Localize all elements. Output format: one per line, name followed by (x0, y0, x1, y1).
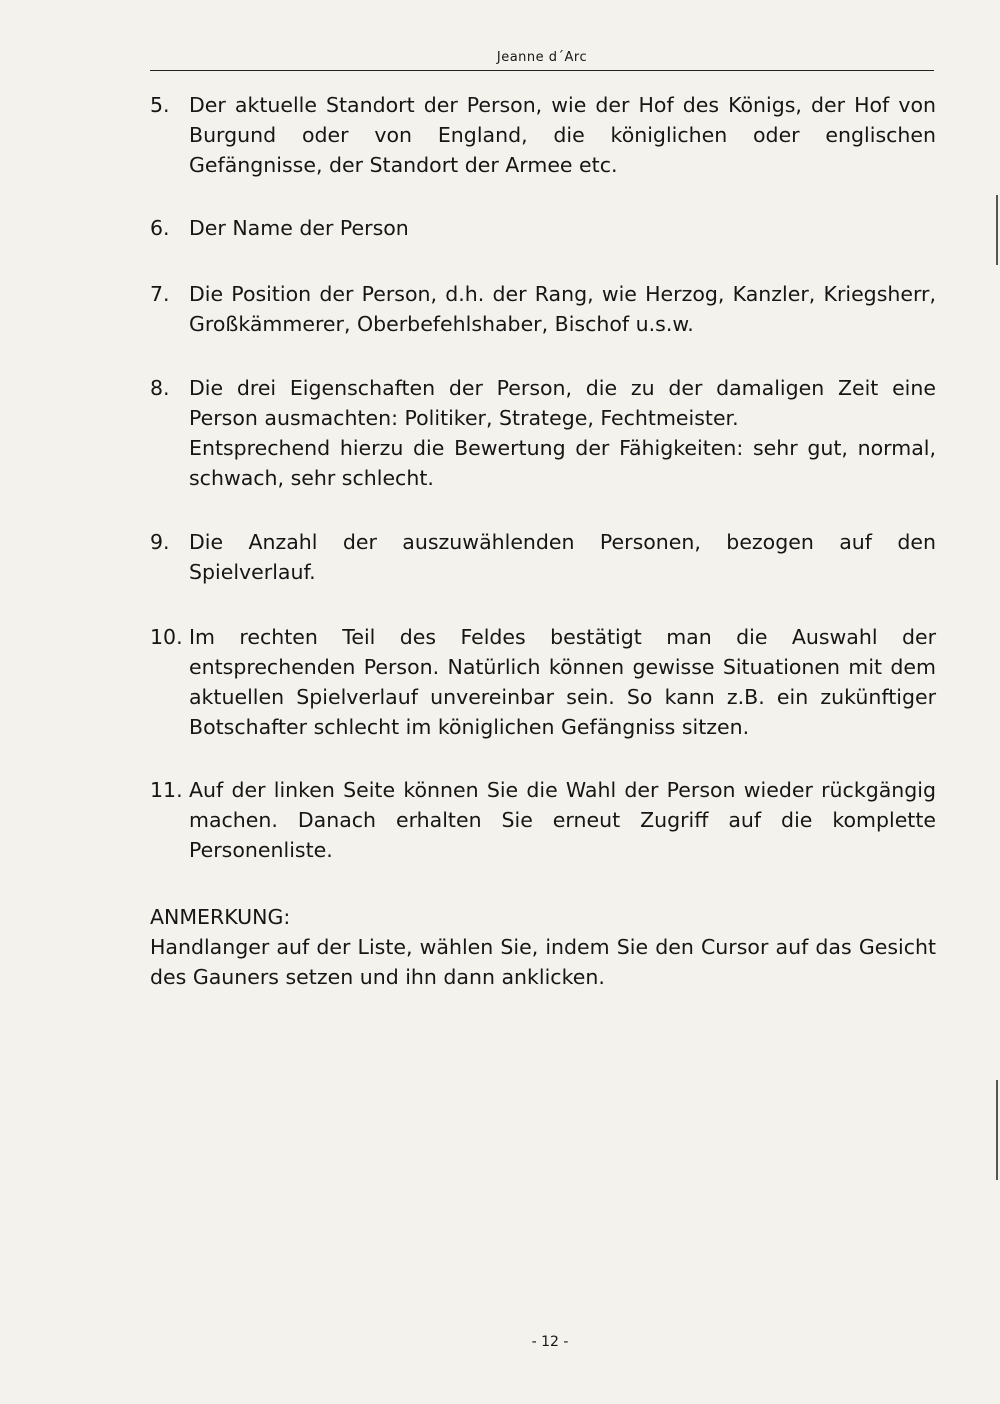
note-text: Handlanger auf der Liste, wählen Sie, indem Sie den Cursor auf das Gesicht des Gauners setzen und ihn dann anklicken. (150, 935, 936, 989)
item-text: Auf der linken Seite können Sie die Wahl der Person wieder rückgängig machen. Danach erhalten Sie erneut Zugriff auf die komplette Personenliste. (189, 778, 936, 862)
list-item-10 (150, 622, 936, 742)
page-number: - 12 - (531, 1334, 569, 1350)
item-text: Die Anzahl der auszuwählenden Personen, bezogen auf den Spielverlauf. (189, 530, 936, 584)
item-number: 9. (150, 530, 170, 554)
item-text: Der aktuelle Standort der Person, wie der Hof des Königs, der Hof von Burgund oder von England, die königlichen oder englischen Gefängnisse, der Standort der Armee etc. (189, 93, 936, 177)
item-number: 7. (150, 282, 170, 306)
list-item-9 (150, 527, 936, 587)
item-number: 10. (150, 625, 183, 649)
note-heading: ANMERKUNG: (150, 905, 291, 929)
item-text: Im rechten Teil des Feldes bestätigt man die Auswahl der entsprechenden Person. Natürlich können gewisse Situationen mit dem aktuellen Spielverlauf unvereinbar sein. So kann z.B. ein zukünftiger Botschafter schlecht im königlichen Gefängniss sitzen. (189, 625, 936, 739)
list-item-8 (150, 373, 936, 493)
item-text: Die drei Eigenschaften der Person, die zu der damaligen Zeit eine Person ausmachten: Politiker, Stratege, Fechtmeister. (189, 376, 936, 430)
item-number: 8. (150, 376, 170, 400)
item-text-continued: Entsprechend hierzu die Bewertung der Fähigkeiten: sehr gut, normal, schwach, sehr schlecht. (189, 436, 936, 490)
running-header: Jeanne d´Arc (496, 50, 588, 65)
list-item-5 (150, 90, 936, 180)
item-number: 11. (150, 778, 183, 802)
list-item-11 (150, 775, 936, 865)
edge-mark (996, 1080, 998, 1180)
item-number: 5. (150, 93, 170, 117)
header-rule (150, 70, 934, 71)
item-text: Die Position der Person, d.h. der Rang, wie Herzog, Kanzler, Kriegsherr, Großkämmerer, Oberbefehlshaber, Bischof u.s.w. (189, 282, 936, 336)
item-number: 6. (150, 216, 170, 240)
list-item-7 (150, 279, 936, 339)
item-text: Der Name der Person (189, 216, 409, 240)
list-item-6 (150, 213, 936, 243)
edge-mark (996, 195, 998, 265)
